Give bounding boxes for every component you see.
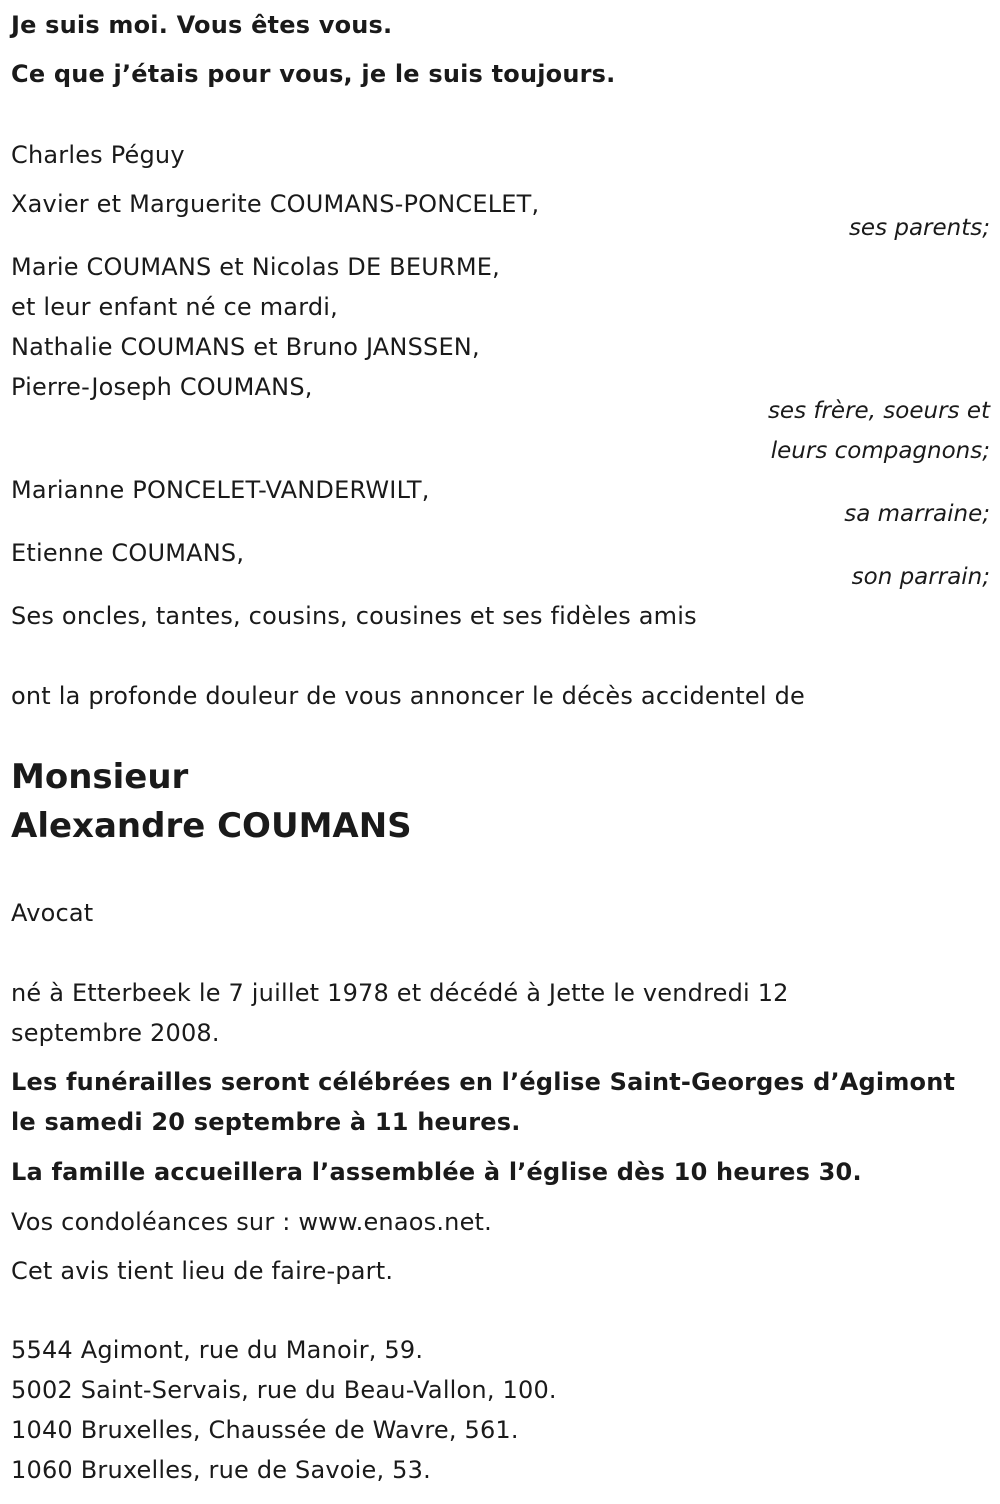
- quote-author: Charles Péguy: [11, 141, 185, 169]
- godmother-role: sa marraine;: [844, 501, 990, 527]
- condolences-info: Vos condoléances sur : www.enaos.net.: [11, 1208, 492, 1236]
- address-line-2: 5002 Saint-Servais, rue du Beau-Vallon, 100.: [11, 1376, 557, 1404]
- siblings-role-2: leurs compagnons;: [770, 438, 990, 464]
- deceased-name: Alexandre COUMANS: [11, 806, 412, 846]
- address-line-4: 1060 Bruxelles, rue de Savoie, 53.: [11, 1456, 431, 1484]
- address-line-3: 1040 Bruxelles, Chaussée de Wavre, 561.: [11, 1416, 519, 1444]
- deceased-title: Monsieur: [11, 757, 189, 797]
- funeral-line-2: le samedi 20 septembre à 11 heures.: [11, 1108, 521, 1136]
- sibling-line-4: Pierre-Joseph COUMANS,: [11, 373, 313, 401]
- notice-info: Cet avis tient lieu de faire-part.: [11, 1257, 394, 1285]
- parents-role: ses parents;: [848, 215, 990, 241]
- extended-family: Ses oncles, tantes, cousins, cousines et ses fidèles amis: [11, 602, 697, 630]
- dates-line-2: septembre 2008.: [11, 1019, 220, 1047]
- reception-info: La famille accueillera l’assemblée à l’église dès 10 heures 30.: [11, 1158, 862, 1186]
- address-line-1: 5544 Agimont, rue du Manoir, 59.: [11, 1336, 424, 1364]
- funeral-line-1: Les funérailles seront célébrées en l’église Saint-Georges d’Agimont: [11, 1068, 956, 1096]
- announcement-text: ont la profonde douleur de vous annoncer le décès accidentel de: [11, 682, 805, 710]
- godmother-name: Marianne PONCELET-VANDERWILT,: [11, 476, 430, 504]
- sibling-line-1: Marie COUMANS et Nicolas DE BEURME,: [11, 253, 500, 281]
- parents-names: Xavier et Marguerite COUMANS-PONCELET,: [11, 190, 540, 218]
- sibling-line-3: Nathalie COUMANS et Bruno JANSSEN,: [11, 333, 480, 361]
- quote-line-1: Je suis moi. Vous êtes vous.: [11, 11, 393, 39]
- deceased-profession: Avocat: [11, 899, 94, 927]
- quote-line-2: Ce que j’étais pour vous, je le suis toujours.: [11, 60, 616, 88]
- sibling-line-2: et leur enfant né ce mardi,: [11, 293, 338, 321]
- dates-line-1: né à Etterbeek le 7 juillet 1978 et décédé à Jette le vendredi 12: [11, 979, 789, 1007]
- siblings-role-1: ses frère, soeurs et: [767, 398, 990, 424]
- godfather-name: Etienne COUMANS,: [11, 539, 245, 567]
- godfather-role: son parrain;: [851, 564, 990, 590]
